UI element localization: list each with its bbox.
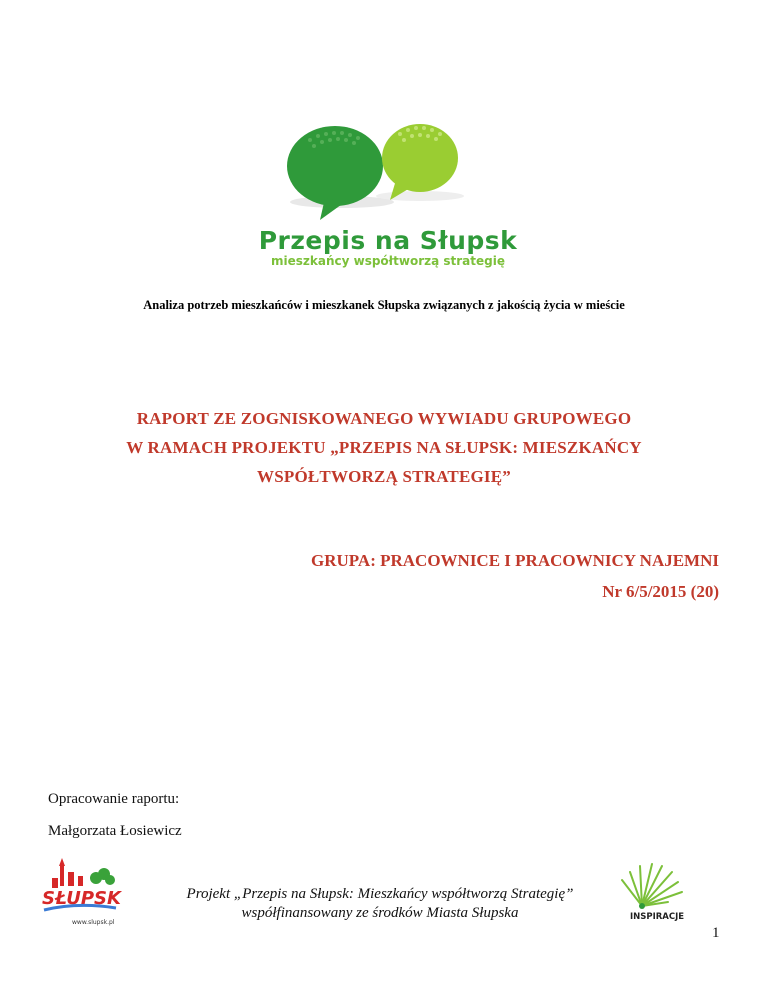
report-title-line-3: WSPÓŁTWORZĄ STRATEGIĘ” — [257, 467, 511, 486]
svg-text:www.slupsk.pl: www.slupsk.pl — [72, 919, 115, 926]
svg-text:SŁUPSK: SŁUPSK — [42, 888, 121, 909]
project-line-2: współfinansowany ze środków Miasta Słupska — [241, 905, 519, 921]
page-number: 1 — [712, 925, 720, 941]
report-title-line-2: W RAMACH PROJEKTU „PRZEPIS NA SŁUPSK: MIESZKAŃCY — [126, 438, 642, 457]
light-speech-bubble-icon — [382, 124, 458, 200]
project-line-1: Projekt „Przepis na Słupsk: Mieszkańcy współtworzą Strategię” — [186, 886, 574, 902]
document-subtitle: Analiza potrzeb mieszkańców i mieszkanek Słupska związanych z jakością życia w mieście — [143, 298, 625, 312]
logo-subtitle: mieszkańcy współtworzą strategię — [271, 254, 505, 268]
inspiracje-label: INSPIRACJE — [629, 912, 685, 922]
author-label: Opracowanie raportu: — [48, 791, 180, 807]
slupsk-city-logo — [38, 858, 138, 932]
report-title-line-1: RAPORT ZE ZOGNISKOWANEGO WYWIADU GRUPOWEGO — [136, 409, 632, 428]
report-number: Nr 6/5/2015 (20) — [602, 582, 719, 601]
author-name: Małgorzata Łosiewicz — [48, 823, 182, 839]
logo-title: Przepis na Słupsk — [258, 226, 518, 255]
group-heading: GRUPA: PRACOWNICE I PRACOWNICY NAJEMNI — [311, 551, 719, 570]
